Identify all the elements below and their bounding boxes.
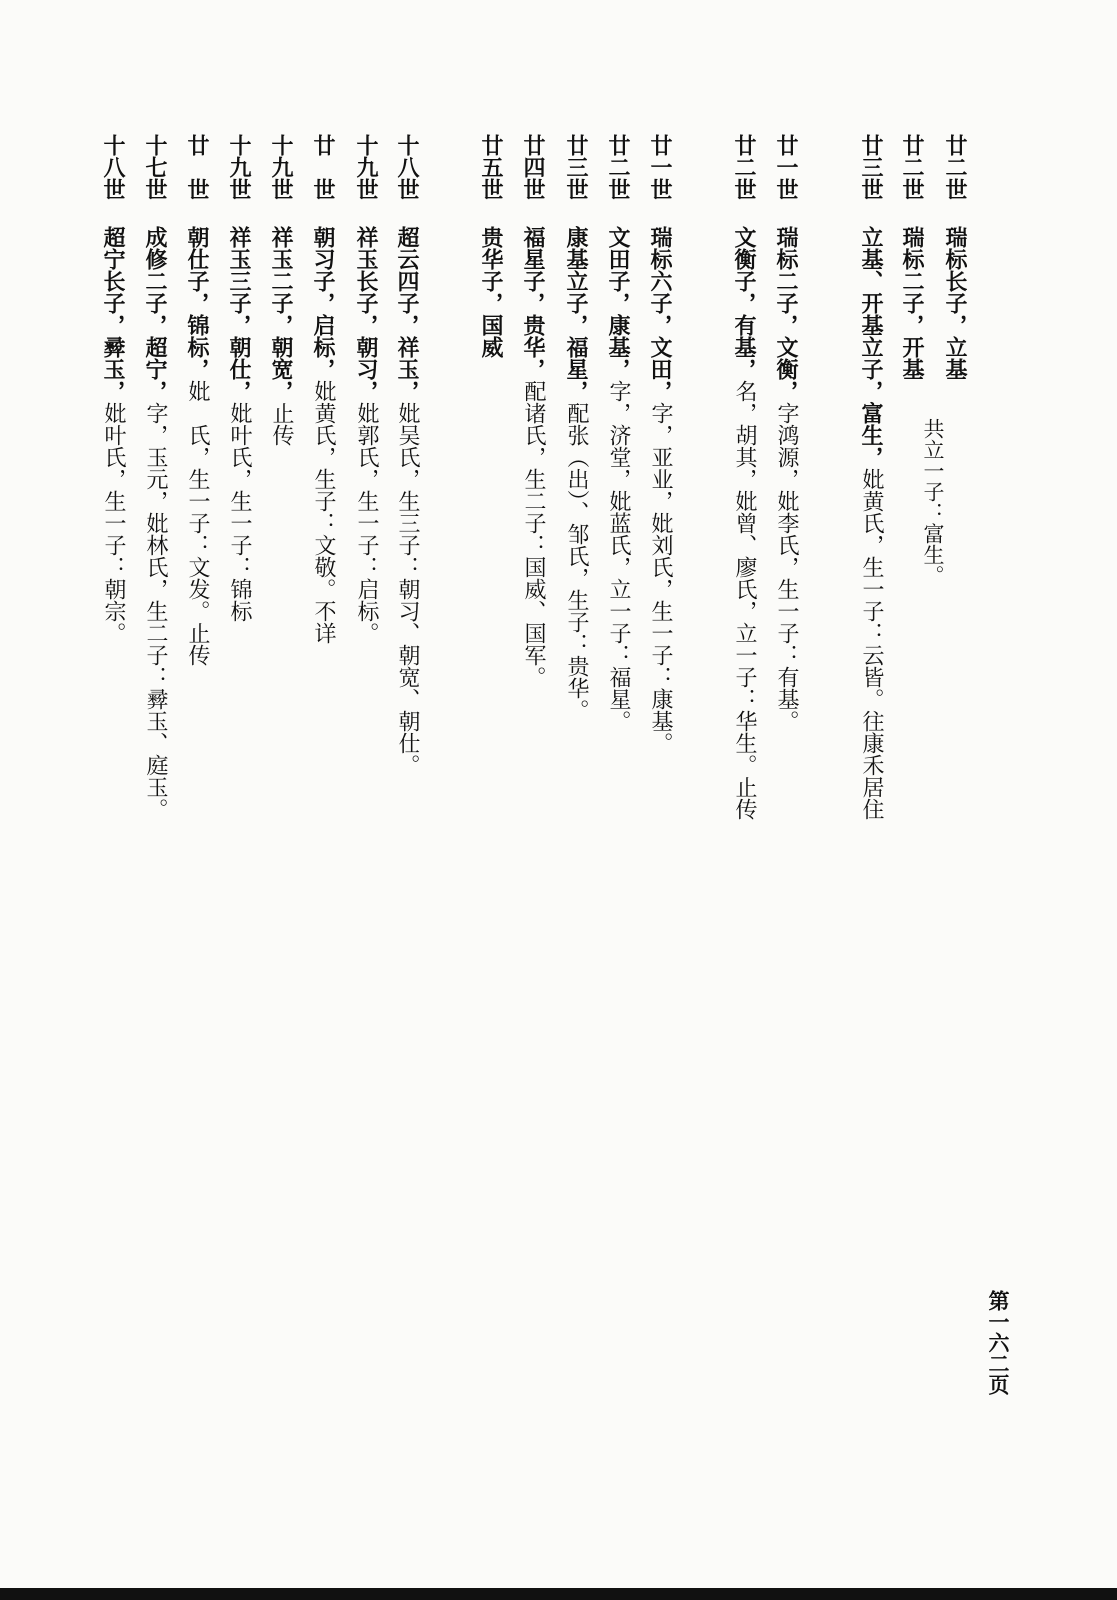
entry-text: 妣叶氏，生一子：锦标 — [227, 402, 252, 622]
entry-text: 字，亚业，妣刘氏，生一子：康基。 — [648, 402, 673, 754]
genealogy-entry — [351, 134, 381, 644]
genealogy-entry — [308, 134, 338, 644]
entry-name: 祥玉长子，朝习， — [353, 226, 379, 402]
entry-text: 妣叶氏，生一子：朝宗。 — [101, 402, 126, 644]
entry-name: 超云四子，祥玉， — [394, 226, 420, 402]
entry-name: 文田子，康基， — [605, 226, 631, 380]
genealogy-entry — [182, 134, 212, 666]
genealogy-entry — [476, 134, 506, 358]
generation-label: 十九世 — [268, 134, 294, 200]
genealogy-entry — [856, 134, 886, 820]
entry-name: 福星子，贵华， — [520, 226, 546, 380]
generation-label: 十七世 — [142, 134, 168, 200]
entry-name: 康基立子，福星， — [563, 226, 589, 402]
entry-name: 祥玉三子，朝仕， — [226, 226, 252, 402]
genealogy-entry — [771, 134, 801, 732]
generation-label: 廿一世 — [773, 134, 799, 200]
entry-subnote: 共立一子：富生。 — [921, 418, 945, 586]
entry-name: 成修二子，超宁， — [142, 226, 168, 402]
page-number: 第一六二页 — [986, 1290, 1011, 1395]
entry-text: 妣黄氏，生一子：云皆。往康禾居住 — [859, 468, 884, 820]
genealogy-entry — [940, 134, 970, 380]
entry-name: 超宁长子，彛玉， — [100, 226, 126, 402]
generation-label: 廿 世 — [184, 134, 210, 200]
generation-label: 廿三世 — [563, 134, 589, 200]
generation-label: 廿二世 — [605, 134, 631, 200]
entry-name: 文衡子，有基， — [731, 226, 757, 380]
generation-label: 廿 世 — [310, 134, 336, 200]
entry-name: 朝习子，启标， — [310, 226, 336, 380]
entry-name: 朝仕子，锦标， — [184, 226, 210, 380]
genealogy-entry — [645, 134, 675, 754]
genealogy-entry — [897, 134, 927, 380]
entry-text: 名，胡其，妣曾、廖氏，立一子：华生。止传 — [732, 380, 757, 820]
entry-text: 字，济堂，妣蓝氏，立一子：福星。 — [606, 380, 631, 732]
entry-text: 妣郭氏，生一子：启标。 — [354, 402, 379, 644]
entry-name: 立基、开基立子，富生， — [858, 226, 884, 468]
generation-label: 十九世 — [226, 134, 252, 200]
entry-text: 配诸氏，生二子：国威、国军。 — [521, 380, 546, 688]
entry-text: 配张（出）、邹氏，生子：贵华。 — [564, 402, 589, 721]
generation-label: 廿三世 — [858, 134, 884, 200]
entry-text: 妣黄氏，生子：文敬。不详 — [311, 380, 336, 644]
genealogy-entry — [729, 134, 759, 820]
genealogy-entry — [561, 134, 591, 721]
generation-label: 廿一世 — [647, 134, 673, 200]
genealogy-entry — [603, 134, 633, 732]
generation-label: 十九世 — [353, 134, 379, 200]
generation-label: 十八世 — [394, 134, 420, 200]
scan-border — [0, 1588, 1117, 1600]
genealogy-entry — [392, 134, 422, 776]
entry-text: 字鸿源，妣李氏，生一子：有基。 — [774, 402, 799, 732]
entry-name: 瑞标六子，文田， — [647, 226, 673, 402]
genealogy-entry — [518, 134, 548, 688]
genealogy-entry — [224, 134, 254, 622]
entry-name: 瑞标二子，文衡， — [773, 226, 799, 402]
generation-label: 廿四世 — [520, 134, 546, 200]
entry-name: 祥玉二子，朝宽， — [268, 226, 294, 402]
genealogy-entry — [98, 134, 128, 644]
entry-text: 妣 氏，生一子：文发。止传 — [185, 380, 210, 666]
generation-label: 廿二世 — [942, 134, 968, 200]
entry-text: 止传 — [269, 402, 294, 446]
entry-name: 瑞标长子，立基 — [942, 226, 968, 380]
generation-label: 廿五世 — [478, 134, 504, 200]
entry-text: 字，玉元，妣林氏，生二子：彛玉、庭玉。 — [143, 402, 168, 820]
generation-label: 廿二世 — [731, 134, 757, 200]
genealogy-entry — [140, 134, 170, 820]
entry-name: 瑞标二子，开基 — [899, 226, 925, 380]
entry-text: 妣吴氏，生三子：朝习、朝宽、朝仕。 — [395, 402, 420, 776]
genealogy-entry — [266, 134, 296, 446]
generation-label: 廿二世 — [899, 134, 925, 200]
generation-label: 十八世 — [100, 134, 126, 200]
entry-name: 贵华子，国威 — [478, 226, 504, 358]
